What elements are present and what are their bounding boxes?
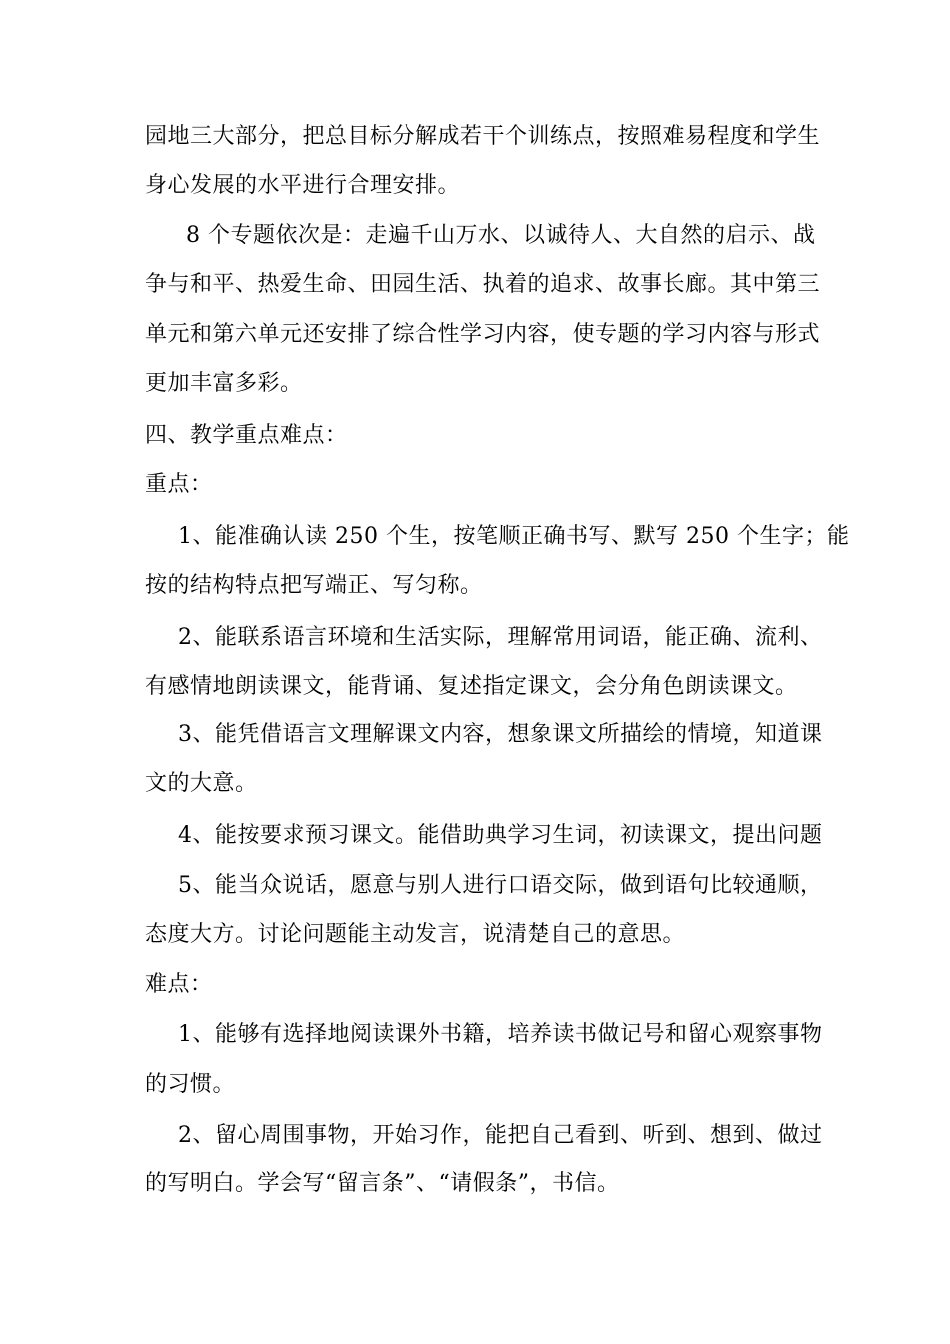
list-item-continuation: 按的结构特点把写端正、写匀称。 bbox=[145, 573, 483, 598]
list-item: 4、能按要求预习课文。能借助典学习生词，初读课文，提出问题 bbox=[178, 823, 823, 848]
paragraph-line: 争与和平、热爱生命、田园生活、执着的追求、故事长廊。其中第三 bbox=[145, 272, 821, 297]
list-item: 5、能当众说话，愿意与别人进行口语交际，做到语句比较通顺， bbox=[178, 873, 823, 898]
list-item: 3、能凭借语言文理解课文内容，想象课文所描绘的情境，知道课 bbox=[178, 722, 823, 747]
paragraph-line: 单元和第六单元还安排了综合性学习内容，使专题的学习内容与形式 bbox=[145, 322, 821, 347]
list-item: 1、能准确认读 250 个生，按笔顺正确书写、默写 250 个生字；能 bbox=[178, 524, 850, 549]
list-item-continuation: 态度大方。讨论问题能主动发言，说清楚自己的意思。 bbox=[145, 922, 686, 947]
paragraph-line: 更加丰富多彩。 bbox=[145, 371, 303, 396]
list-item: 2、留心周围事物，开始习作，能把自己看到、听到、想到、做过 bbox=[178, 1123, 823, 1148]
list-item-continuation: 文的大意。 bbox=[145, 771, 258, 796]
paragraph-line: 8 个专题依次是：走遍千山万水、以诚待人、大自然的启示、战 bbox=[186, 223, 816, 248]
section-heading: 四、教学重点难点： bbox=[145, 423, 348, 448]
list-item-continuation: 的习惯。 bbox=[145, 1072, 236, 1097]
paragraph-line: 身心发展的水平进行合理安排。 bbox=[145, 173, 461, 198]
paragraph-line: 园地三大部分，把总目标分解成若干个训练点，按照难易程度和学生 bbox=[145, 124, 821, 149]
subheading-difficulties: 难点： bbox=[145, 972, 213, 997]
subheading-key-points: 重点： bbox=[145, 472, 213, 497]
list-item-continuation: 有感情地朗读课文，能背诵、复述指定课文，会分角色朗读课文。 bbox=[145, 674, 798, 699]
list-item: 2、能联系语言环境和生活实际，理解常用词语，能正确、流利、 bbox=[178, 625, 823, 650]
list-item-continuation: 的写明白。学会写“留言条”、“请假条”，书信。 bbox=[145, 1171, 620, 1196]
list-item: 1、能够有选择地阅读课外书籍，培养读书做记号和留心观察事物 bbox=[178, 1022, 823, 1047]
